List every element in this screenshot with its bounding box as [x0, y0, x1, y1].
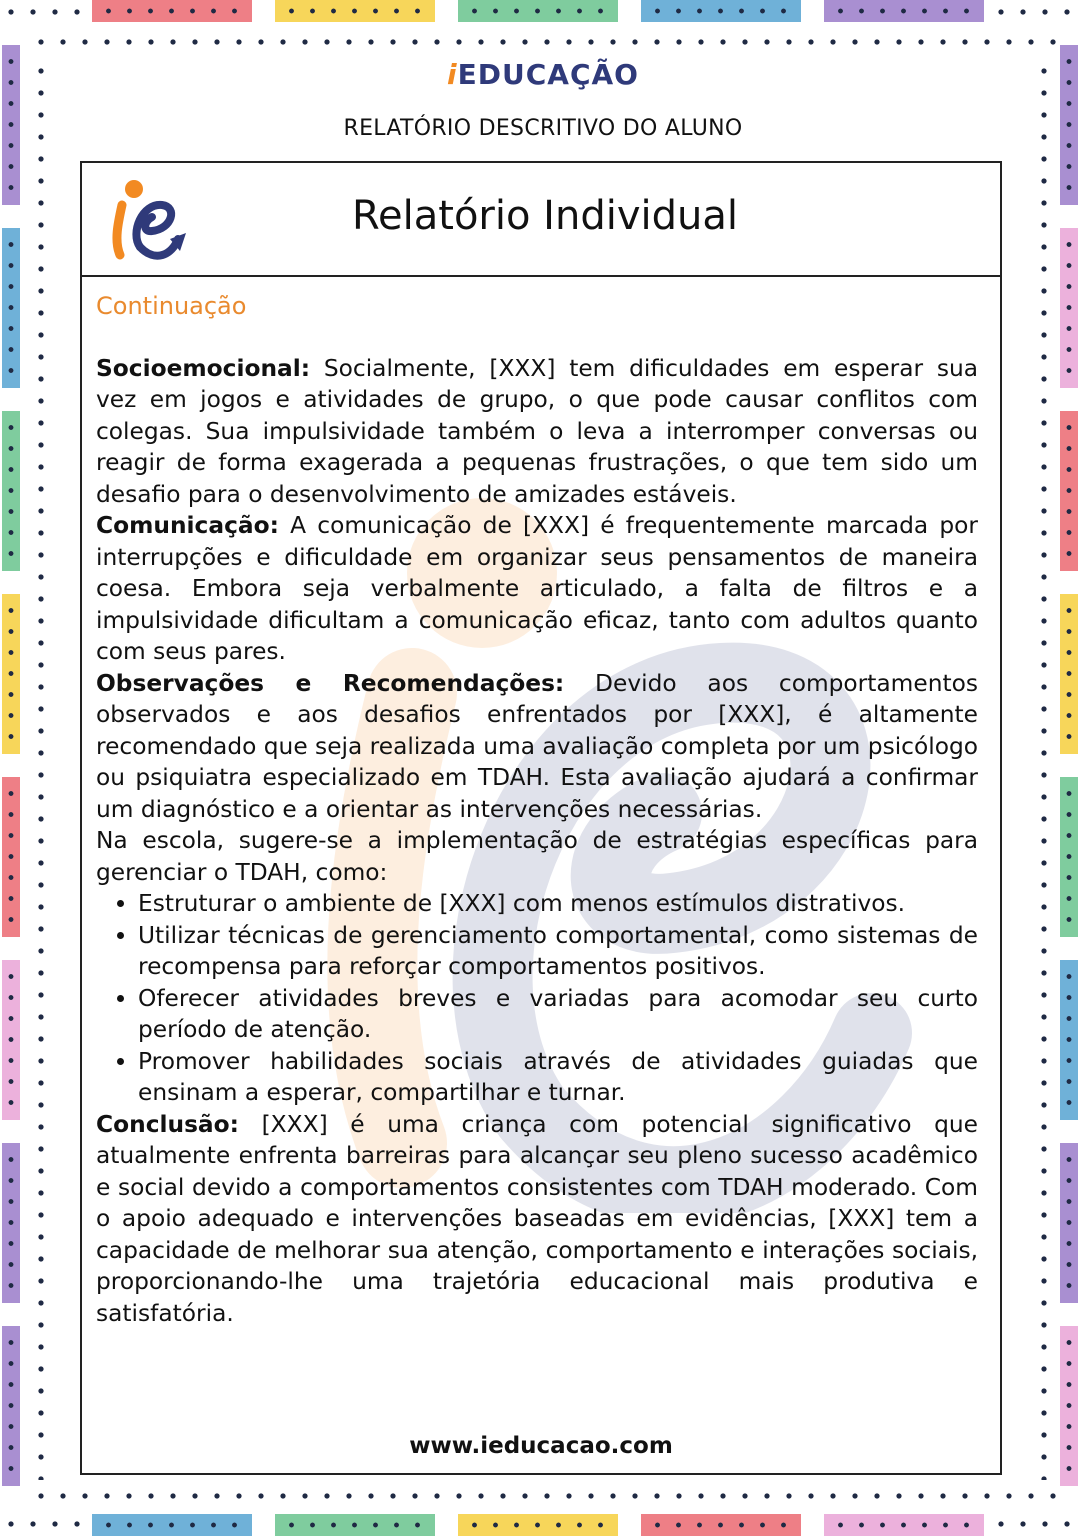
border-bar — [458, 0, 618, 22]
list-item: • Oferecer atividades breves e variadas para acomodar seu curto período de atenção. — [138, 983, 978, 1046]
border-bar — [1060, 1143, 1078, 1303]
border-dots — [1040, 60, 1048, 1480]
border-bar — [824, 1514, 984, 1536]
border-bar — [1060, 960, 1078, 1120]
section-label: Conclusão: — [96, 1110, 239, 1138]
section-escola: Na escola, sugere-se a implementação de estratégias específicas para gerenciar o TDAH, como: — [96, 827, 978, 886]
border-bar — [2, 594, 20, 754]
report-content — [96, 291, 978, 1329]
section-conclusao — [96, 1109, 978, 1330]
border-bar — [275, 0, 435, 22]
section-text: A comunicação de [XXX] é frequentemente marcada por interrupções e dificuldade em organizar seus pensamentos de maneira coesa. Embora seja verbalmente articulado, a falta de filtros e a impulsividade dificultam a comunicação eficaz, tanto com adultos quanto com seus pares. — [96, 512, 978, 665]
section-text: [XXX] é uma criança com potencial significativo que atualmente enfrenta barreiras para alcançar seu pleno sucesso acadêmico e social devido a comportamentos consistentes com TDAH moderado. Com o apoio adequado e intervenções baseadas em evidências, [XXX] tem a capacidade de melhorar sua atenção, comportamento e interações sociais, proporcionando-lhe uma trajetória educacional mais produtiva e satisfatória. — [96, 1110, 978, 1327]
list-item: • Estruturar o ambiente de [XXX] com menos estímulos distrativos. — [138, 888, 978, 920]
border-dots — [37, 60, 45, 1480]
border-bar — [92, 1514, 252, 1536]
border-bar — [92, 0, 252, 22]
border-bar — [275, 1514, 435, 1536]
border-bar — [2, 960, 20, 1120]
border-bar — [2, 777, 20, 937]
border-bar — [641, 1514, 801, 1536]
border-bar — [458, 1514, 618, 1536]
border-bar — [1060, 411, 1078, 571]
section-label: Observações e Recomendações: — [96, 669, 565, 697]
border-bar — [1060, 1326, 1078, 1486]
list-item: • Promover habilidades sociais através de atividades guiadas que ensinam a esperar, compartilhar e turnar. — [138, 1046, 978, 1109]
section-socioemocional — [96, 353, 978, 511]
border-bar — [1060, 777, 1078, 937]
report-box — [80, 161, 1002, 1475]
section-text: Devido aos comportamentos observados e aos desafios enfrentados por [XXX], é altamente recomendado que seja realizada uma avaliação completa por um psicólogo ou psiquiatra especializado em TDAH. Esta avaliação ajudará a confirmar um diagnóstico e a orientar as intervenções necessárias. — [96, 669, 979, 823]
report-title: Relatório Individual — [352, 193, 738, 239]
report-header — [82, 163, 1000, 277]
border-dots — [0, 1520, 90, 1528]
border-dots — [30, 1492, 1056, 1500]
section-comunicacao — [96, 510, 978, 668]
list-item: • Utilizar técnicas de gerenciamento comportamental, como sistemas de recompensa para reforçar comportamentos positivos. — [138, 920, 978, 983]
continuation-label: Continuação — [96, 292, 247, 320]
border-dots — [990, 1520, 1086, 1528]
border-bar — [641, 0, 801, 22]
section-text: Socialmente, [XXX] tem dificuldades em esperar sua vez em jogos e atividades de grupo, o que pode causar conflitos com colegas. Sua impulsividade também o leva a interromper conversas ou reagir de forma exagerada a pequenas frustrações, o que tem sido um desafio para o desenvolvimento de amizades estáveis. — [96, 354, 978, 508]
strategy-list — [96, 888, 978, 1109]
brand-name: EDUCAÇÃO — [457, 58, 639, 91]
border-bar — [2, 1326, 20, 1486]
brand-i-glyph: i — [447, 58, 458, 91]
border-bar — [2, 228, 20, 388]
document-subtitle: RELATÓRIO DESCRITIVO DO ALUNO — [343, 116, 743, 141]
border-dots — [30, 38, 1056, 46]
border-bar — [2, 411, 20, 571]
border-dots — [990, 8, 1086, 16]
section-observacoes — [96, 668, 978, 826]
border-bar — [824, 0, 984, 22]
website-link[interactable]: www.ieducacao.com — [409, 1433, 673, 1459]
border-bar — [1060, 594, 1078, 754]
section-label: Comunicação: — [96, 512, 279, 539]
border-dots — [0, 8, 90, 16]
brand-logo — [0, 58, 1086, 91]
section-label: Socioemocional: — [96, 354, 311, 382]
border-bar — [2, 1143, 20, 1303]
border-bar — [1060, 228, 1078, 388]
